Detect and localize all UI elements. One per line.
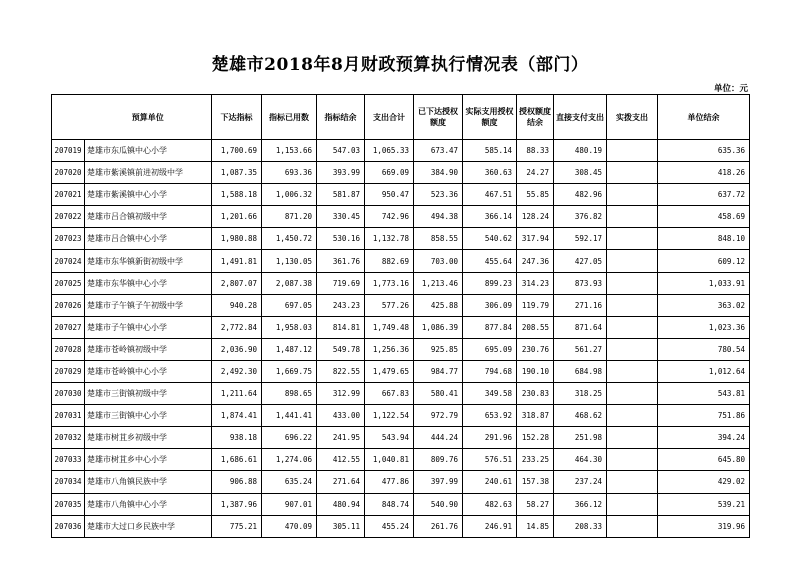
value-cell: 667.83 [365,383,414,405]
header-cell: 下达指标 [212,95,262,140]
unit-code-cell: 207023 [52,228,85,250]
value-cell: 1,040.81 [365,449,414,471]
value-cell: 363.02 [658,294,750,316]
unit-name-cell: 楚雄市东华镇新街初级中学 [85,250,212,272]
value-cell: 693.36 [262,162,317,184]
value-cell: 703.00 [414,250,463,272]
value-cell [607,250,658,272]
table-row [52,338,750,360]
value-cell: 906.88 [212,471,262,493]
budget-table [51,94,750,538]
table-row [52,206,750,228]
value-cell: 444.24 [414,427,463,449]
value-cell [607,338,658,360]
header-cell: 实拨支出 [607,95,658,140]
value-cell: 848.10 [658,228,750,250]
value-cell: 1,980.88 [212,228,262,250]
value-cell: 1,487.12 [262,338,317,360]
value-cell: 361.76 [317,250,365,272]
value-cell [607,471,658,493]
value-cell: 425.88 [414,294,463,316]
value-cell: 119.79 [517,294,554,316]
value-cell: 1,958.03 [262,316,317,338]
value-cell: 645.80 [658,449,750,471]
table-row [52,515,750,537]
table-header-row [52,95,750,140]
value-cell: 547.03 [317,140,365,162]
value-cell: 882.69 [365,250,414,272]
value-cell: 673.47 [414,140,463,162]
value-cell: 1,087.35 [212,162,262,184]
unit-name-cell: 楚雄市吕合镇初级中学 [85,206,212,228]
unit-code-cell: 207028 [52,338,85,360]
value-cell: 128.24 [517,206,554,228]
value-cell: 455.64 [463,250,517,272]
value-cell: 1,211.64 [212,383,262,405]
value-cell: 477.86 [365,471,414,493]
value-cell: 1,012.64 [658,360,750,382]
value-cell: 308.45 [554,162,607,184]
value-cell: 637.72 [658,184,750,206]
value-cell [607,316,658,338]
value-cell: 1,086.39 [414,316,463,338]
value-cell: 1,201.66 [212,206,262,228]
value-cell: 576.51 [463,449,517,471]
unit-code-cell: 207032 [52,427,85,449]
value-cell: 1,256.36 [365,338,414,360]
header-cell: 单位结余 [658,95,750,140]
value-cell: 291.96 [463,427,517,449]
table-row [52,184,750,206]
value-cell: 427.05 [554,250,607,272]
table-row [52,250,750,272]
value-cell: 873.93 [554,272,607,294]
value-cell: 684.98 [554,360,607,382]
value-cell: 751.86 [658,405,750,427]
value-cell: 780.54 [658,338,750,360]
unit-code-cell: 207022 [52,206,85,228]
value-cell: 1,669.75 [262,360,317,382]
unit-name-cell: 楚雄市树苴乡初级中学 [85,427,212,449]
value-cell: 1,006.32 [262,184,317,206]
value-cell: 697.05 [262,294,317,316]
value-cell: 261.76 [414,515,463,537]
value-cell: 480.19 [554,140,607,162]
unit-label: 单位：元 [713,84,748,94]
value-cell: 271.16 [554,294,607,316]
unit-name-cell: 楚雄市紫溪镇前进初级中学 [85,162,212,184]
unit-code-cell: 207026 [52,294,85,316]
value-cell: 2,087.38 [262,272,317,294]
value-cell: 635.36 [658,140,750,162]
value-cell: 523.36 [414,184,463,206]
header-cell: 授权额度结余 [517,95,554,140]
unit-code-cell: 207034 [52,471,85,493]
value-cell: 24.27 [517,162,554,184]
value-cell: 14.85 [517,515,554,537]
value-cell: 1,686.61 [212,449,262,471]
value-cell [607,272,658,294]
header-cell: 指标已用数 [262,95,317,140]
value-cell: 1,491.81 [212,250,262,272]
value-cell: 1,588.18 [212,184,262,206]
value-cell: 950.47 [365,184,414,206]
value-cell: 540.90 [414,493,463,515]
value-cell: 458.69 [658,206,750,228]
table-row [52,405,750,427]
value-cell: 384.90 [414,162,463,184]
value-cell: 152.28 [517,427,554,449]
unit-name-cell: 楚雄市三街镇初级中学 [85,383,212,405]
header-spacer [52,95,85,140]
table-row [52,493,750,515]
value-cell: 397.99 [414,471,463,493]
unit-code-cell: 207019 [52,140,85,162]
value-cell: 418.26 [658,162,750,184]
value-cell: 549.78 [317,338,365,360]
value-cell: 1,033.91 [658,272,750,294]
value-cell: 412.55 [317,449,365,471]
value-cell: 494.38 [414,206,463,228]
value-cell: 580.41 [414,383,463,405]
value-cell: 1,153.66 [262,140,317,162]
value-cell: 464.30 [554,449,607,471]
value-cell: 2,807.07 [212,272,262,294]
value-cell: 349.58 [463,383,517,405]
value-cell: 653.92 [463,405,517,427]
value-cell: 984.77 [414,360,463,382]
value-cell: 190.10 [517,360,554,382]
value-cell [607,449,658,471]
value-cell: 848.74 [365,493,414,515]
value-cell: 814.81 [317,316,365,338]
value-cell: 318.25 [554,383,607,405]
value-cell: 809.76 [414,449,463,471]
value-cell [607,493,658,515]
table-row [52,449,750,471]
value-cell: 230.76 [517,338,554,360]
header-cell: 指标结余 [317,95,365,140]
unit-name-cell: 楚雄市八角镇民族中学 [85,471,212,493]
unit-name-cell: 楚雄市子午镇中心小学 [85,316,212,338]
value-cell: 742.96 [365,206,414,228]
value-cell: 306.09 [463,294,517,316]
value-cell: 230.83 [517,383,554,405]
value-cell: 58.27 [517,493,554,515]
value-cell: 433.00 [317,405,365,427]
value-cell [607,294,658,316]
value-cell: 1,441.41 [262,405,317,427]
value-cell: 695.09 [463,338,517,360]
value-cell: 775.21 [212,515,262,537]
value-cell: 470.09 [262,515,317,537]
unit-name-cell: 楚雄市苍岭镇中心小学 [85,360,212,382]
value-cell: 1,387.96 [212,493,262,515]
value-cell: 1,130.05 [262,250,317,272]
page-title: 楚雄市2018年8月财政预算执行情况表（部门） [211,55,589,75]
unit-code-cell: 207024 [52,250,85,272]
unit-code-cell: 207025 [52,272,85,294]
header-cell: 直接支付支出 [554,95,607,140]
value-cell: 157.38 [517,471,554,493]
unit-code-cell: 207035 [52,493,85,515]
unit-code-cell: 207020 [52,162,85,184]
header-cell: 支出合计 [365,95,414,140]
value-cell [607,140,658,162]
value-cell: 317.94 [517,228,554,250]
value-cell: 314.23 [517,272,554,294]
unit-code-cell: 207027 [52,316,85,338]
value-cell: 1,773.16 [365,272,414,294]
value-cell: 394.24 [658,427,750,449]
table-row [52,228,750,250]
value-cell: 251.98 [554,427,607,449]
value-cell: 907.01 [262,493,317,515]
header-cell: 实际支用授权额度 [463,95,517,140]
unit-name-cell: 楚雄市子午镇子午初级中学 [85,294,212,316]
value-cell [607,162,658,184]
value-cell: 561.27 [554,338,607,360]
value-cell: 318.87 [517,405,554,427]
value-cell: 482.96 [554,184,607,206]
value-cell: 925.85 [414,338,463,360]
value-cell: 898.65 [262,383,317,405]
value-cell: 719.69 [317,272,365,294]
value-cell: 858.55 [414,228,463,250]
table-row [52,162,750,184]
value-cell: 241.95 [317,427,365,449]
value-cell [607,360,658,382]
value-cell: 540.62 [463,228,517,250]
value-cell: 455.24 [365,515,414,537]
value-cell: 899.23 [463,272,517,294]
value-cell: 312.99 [317,383,365,405]
value-cell [607,427,658,449]
value-cell: 237.24 [554,471,607,493]
value-cell: 2,492.30 [212,360,262,382]
value-cell: 482.63 [463,493,517,515]
unit-name-cell: 楚雄市紫溪镇中心小学 [85,184,212,206]
value-cell: 871.64 [554,316,607,338]
unit-code-cell: 207036 [52,515,85,537]
table-row [52,316,750,338]
value-cell: 871.20 [262,206,317,228]
value-cell: 271.64 [317,471,365,493]
table-row [52,272,750,294]
value-cell: 530.16 [317,228,365,250]
value-cell: 330.45 [317,206,365,228]
header-cell: 预算单位 [85,95,212,140]
value-cell: 1,749.48 [365,316,414,338]
value-cell: 376.82 [554,206,607,228]
value-cell: 247.36 [517,250,554,272]
value-cell: 360.63 [463,162,517,184]
value-cell: 794.68 [463,360,517,382]
value-cell [607,184,658,206]
value-cell: 877.84 [463,316,517,338]
value-cell: 1,479.65 [365,360,414,382]
unit-code-cell: 207033 [52,449,85,471]
value-cell: 305.11 [317,515,365,537]
value-cell: 938.18 [212,427,262,449]
value-cell: 208.55 [517,316,554,338]
unit-name-cell: 楚雄市苍岭镇初级中学 [85,338,212,360]
value-cell: 240.61 [463,471,517,493]
value-cell: 480.94 [317,493,365,515]
value-cell: 822.55 [317,360,365,382]
value-cell [607,515,658,537]
value-cell: 1,023.36 [658,316,750,338]
unit-code-cell: 207021 [52,184,85,206]
unit-name-cell: 楚雄市树苴乡中心小学 [85,449,212,471]
value-cell: 246.91 [463,515,517,537]
value-cell: 88.33 [517,140,554,162]
value-cell: 55.85 [517,184,554,206]
value-cell: 467.51 [463,184,517,206]
unit-name-cell: 楚雄市八角镇中心小学 [85,493,212,515]
unit-code-cell: 207030 [52,383,85,405]
value-cell: 543.94 [365,427,414,449]
value-cell: 208.33 [554,515,607,537]
table-row [52,383,750,405]
value-cell: 577.26 [365,294,414,316]
value-cell: 468.62 [554,405,607,427]
table-row [52,140,750,162]
value-cell [607,228,658,250]
value-cell: 585.14 [463,140,517,162]
value-cell: 669.09 [365,162,414,184]
value-cell: 543.81 [658,383,750,405]
unit-code-cell: 207031 [52,405,85,427]
value-cell: 1,122.54 [365,405,414,427]
value-cell: 1,065.33 [365,140,414,162]
table-row [52,294,750,316]
value-cell [607,206,658,228]
unit-name-cell: 楚雄市大过口乡民族中学 [85,515,212,537]
value-cell: 366.12 [554,493,607,515]
value-cell: 366.14 [463,206,517,228]
value-cell: 243.23 [317,294,365,316]
value-cell: 2,036.90 [212,338,262,360]
value-cell: 1,132.78 [365,228,414,250]
value-cell: 1,450.72 [262,228,317,250]
value-cell: 319.96 [658,515,750,537]
value-cell: 1,700.69 [212,140,262,162]
value-cell: 1,213.46 [414,272,463,294]
value-cell: 2,772.84 [212,316,262,338]
header-cell: 已下达授权额度 [414,95,463,140]
unit-name-cell: 楚雄市三街镇中心小学 [85,405,212,427]
value-cell [607,383,658,405]
value-cell: 696.22 [262,427,317,449]
value-cell: 940.28 [212,294,262,316]
unit-name-cell: 楚雄市吕合镇中心小学 [85,228,212,250]
unit-code-cell: 207029 [52,360,85,382]
value-cell: 609.12 [658,250,750,272]
unit-name-cell: 楚雄市东瓜镇中心小学 [85,140,212,162]
value-cell: 233.25 [517,449,554,471]
table-row [52,427,750,449]
value-cell: 1,274.06 [262,449,317,471]
value-cell: 429.02 [658,471,750,493]
value-cell: 581.87 [317,184,365,206]
unit-name-cell: 楚雄市东华镇中心小学 [85,272,212,294]
table-row [52,471,750,493]
value-cell [607,405,658,427]
value-cell: 539.21 [658,493,750,515]
value-cell: 393.99 [317,162,365,184]
value-cell: 972.79 [414,405,463,427]
value-cell: 592.17 [554,228,607,250]
table-body [52,140,750,538]
table-row [52,360,750,382]
value-cell: 1,874.41 [212,405,262,427]
value-cell: 635.24 [262,471,317,493]
